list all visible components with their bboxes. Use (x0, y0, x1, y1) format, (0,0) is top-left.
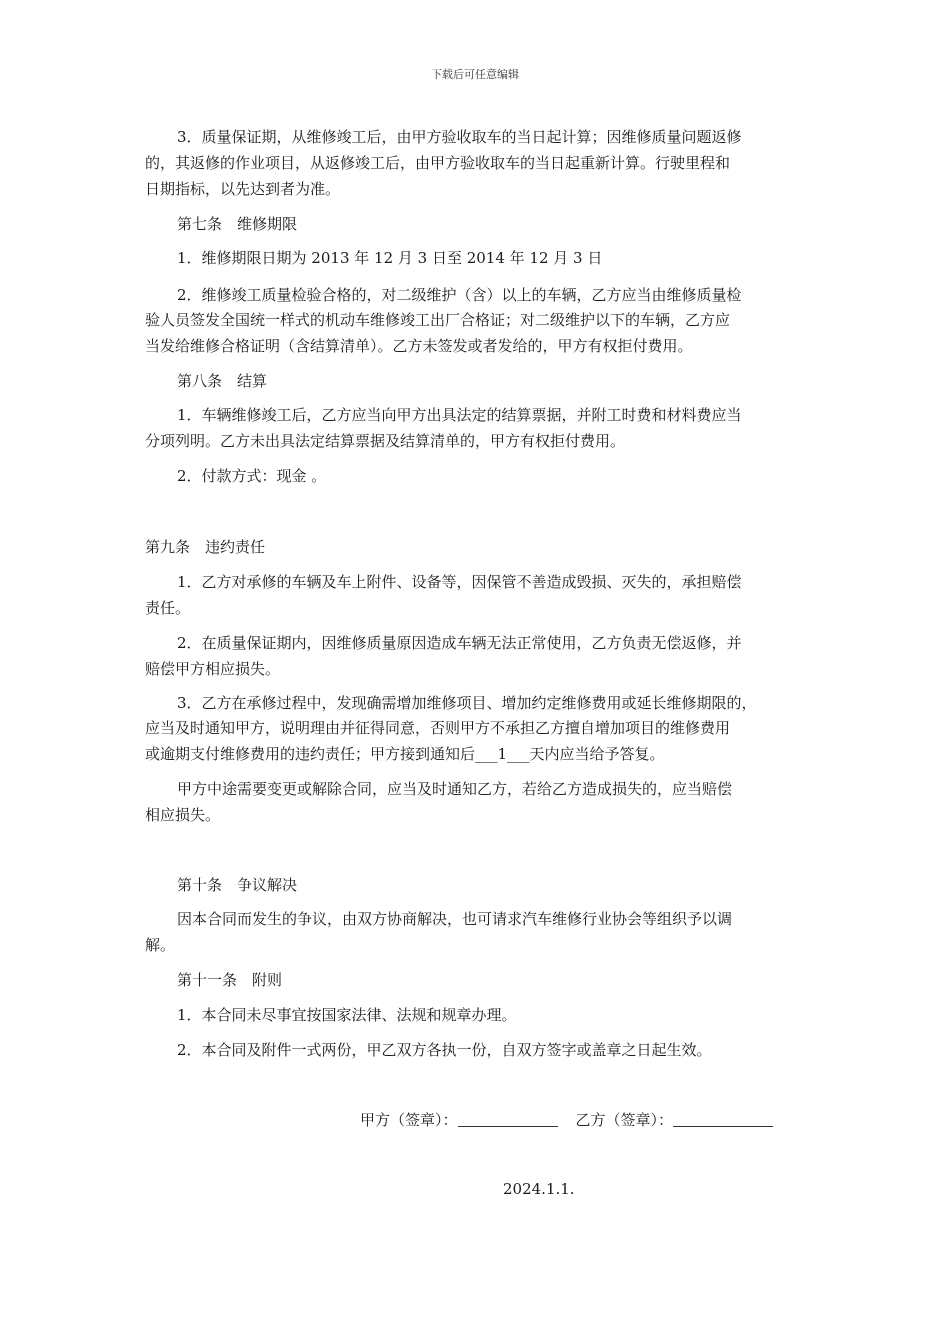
paragraph-line: 的，其返修的作业项目，从返修竣工后，由甲方验收取车的当日起重新计算。行驶里程和 (145, 154, 731, 172)
section-heading: 第七条 维修期限 (177, 215, 298, 233)
paragraph-line: 甲方中途需要变更或解除合同，应当及时通知乙方，若给乙方造成损失的，应当赔偿 (177, 780, 733, 798)
party-b-label: 乙方（签章）： (575, 1111, 674, 1129)
paragraph-line: 相应损失。 (145, 806, 221, 824)
section-heading: 第十条 争议解决 (177, 876, 298, 894)
paragraph-line: 或逾期支付维修费用的违约责任；甲方接到通知后___1___天内应当给予答复。 (145, 745, 665, 763)
section-heading: 第十一条 附则 (177, 971, 283, 989)
paragraph-line: 2．付款方式：现金 。 (177, 467, 327, 485)
paragraph-line: 解。 (145, 936, 176, 954)
paragraph-line: 当发给维修合格证明（含结算清单）。乙方未签发或者发给的，甲方有权拒付费用。 (145, 337, 693, 355)
paragraph-line: 2．本合同及附件一式两份，甲乙双方各执一份，自双方签字或盖章之日起生效。 (177, 1041, 712, 1059)
section-heading: 第八条 结算 (177, 372, 268, 390)
paragraph-line: 因本合同而发生的争议，由双方协商解决，也可请求汽车维修行业协会等组织予以调 (177, 910, 733, 928)
paragraph-line: 2．在质量保证期内，因维修质量原因造成车辆无法正常使用，乙方负责无偿返修，并 (177, 634, 742, 652)
paragraph-line: 3．质量保证期，从维修竣工后，由甲方验收取车的当日起计算；因维修质量问题返修 (177, 128, 742, 146)
paragraph-line: 3．乙方在承修过程中，发现确需增加维修项目、增加约定维修费用或延长维修期限的， (177, 694, 757, 712)
paragraph-line: 1．乙方对承修的车辆及车上附件、设备等，因保管不善造成毁损、灭失的，承担赔偿 (177, 573, 742, 591)
paragraph-line: 1．车辆维修竣工后，乙方应当向甲方出具法定的结算票据，并附工时费和材料费应当 (177, 406, 742, 424)
paragraph-line: 应当及时通知甲方，说明理由并征得同意，否则甲方不承担乙方擅自增加项目的维修费用 (145, 719, 731, 737)
document-date: 2024.1.1. (503, 1180, 575, 1198)
paragraph-line: 1．维修期限日期为 2013 年 12 月 3 日至 2014 年 12 月 3 日 (177, 249, 603, 267)
party-b-signature-blank (673, 1112, 773, 1127)
paragraph-line: 2．维修竣工质量检验合格的，对二级维护（含）以上的车辆，乙方应当由维修质量检 (177, 286, 742, 304)
party-a-signature-blank (458, 1112, 558, 1127)
paragraph-line: 责任。 (145, 599, 191, 617)
paragraph-line: 日期指标，以先达到者为准。 (145, 180, 341, 198)
paragraph-line: 验人员签发全国统一样式的机动车维修竣工出厂合格证；对二级维护以下的车辆，乙方应 (145, 311, 731, 329)
page-header: 下载后可任意编辑 (431, 68, 519, 81)
paragraph-line: 赔偿甲方相应损失。 (145, 660, 281, 678)
signature-line (360, 1109, 773, 1130)
paragraph-line: 1．本合同未尽事宜按国家法律、法规和规章办理。 (177, 1006, 517, 1024)
section-heading: 第九条 违约责任 (145, 538, 266, 556)
paragraph-line: 分项列明。乙方未出具法定结算票据及结算清单的，甲方有权拒付费用。 (145, 432, 626, 450)
party-a-label: 甲方（签章）： (360, 1111, 458, 1129)
